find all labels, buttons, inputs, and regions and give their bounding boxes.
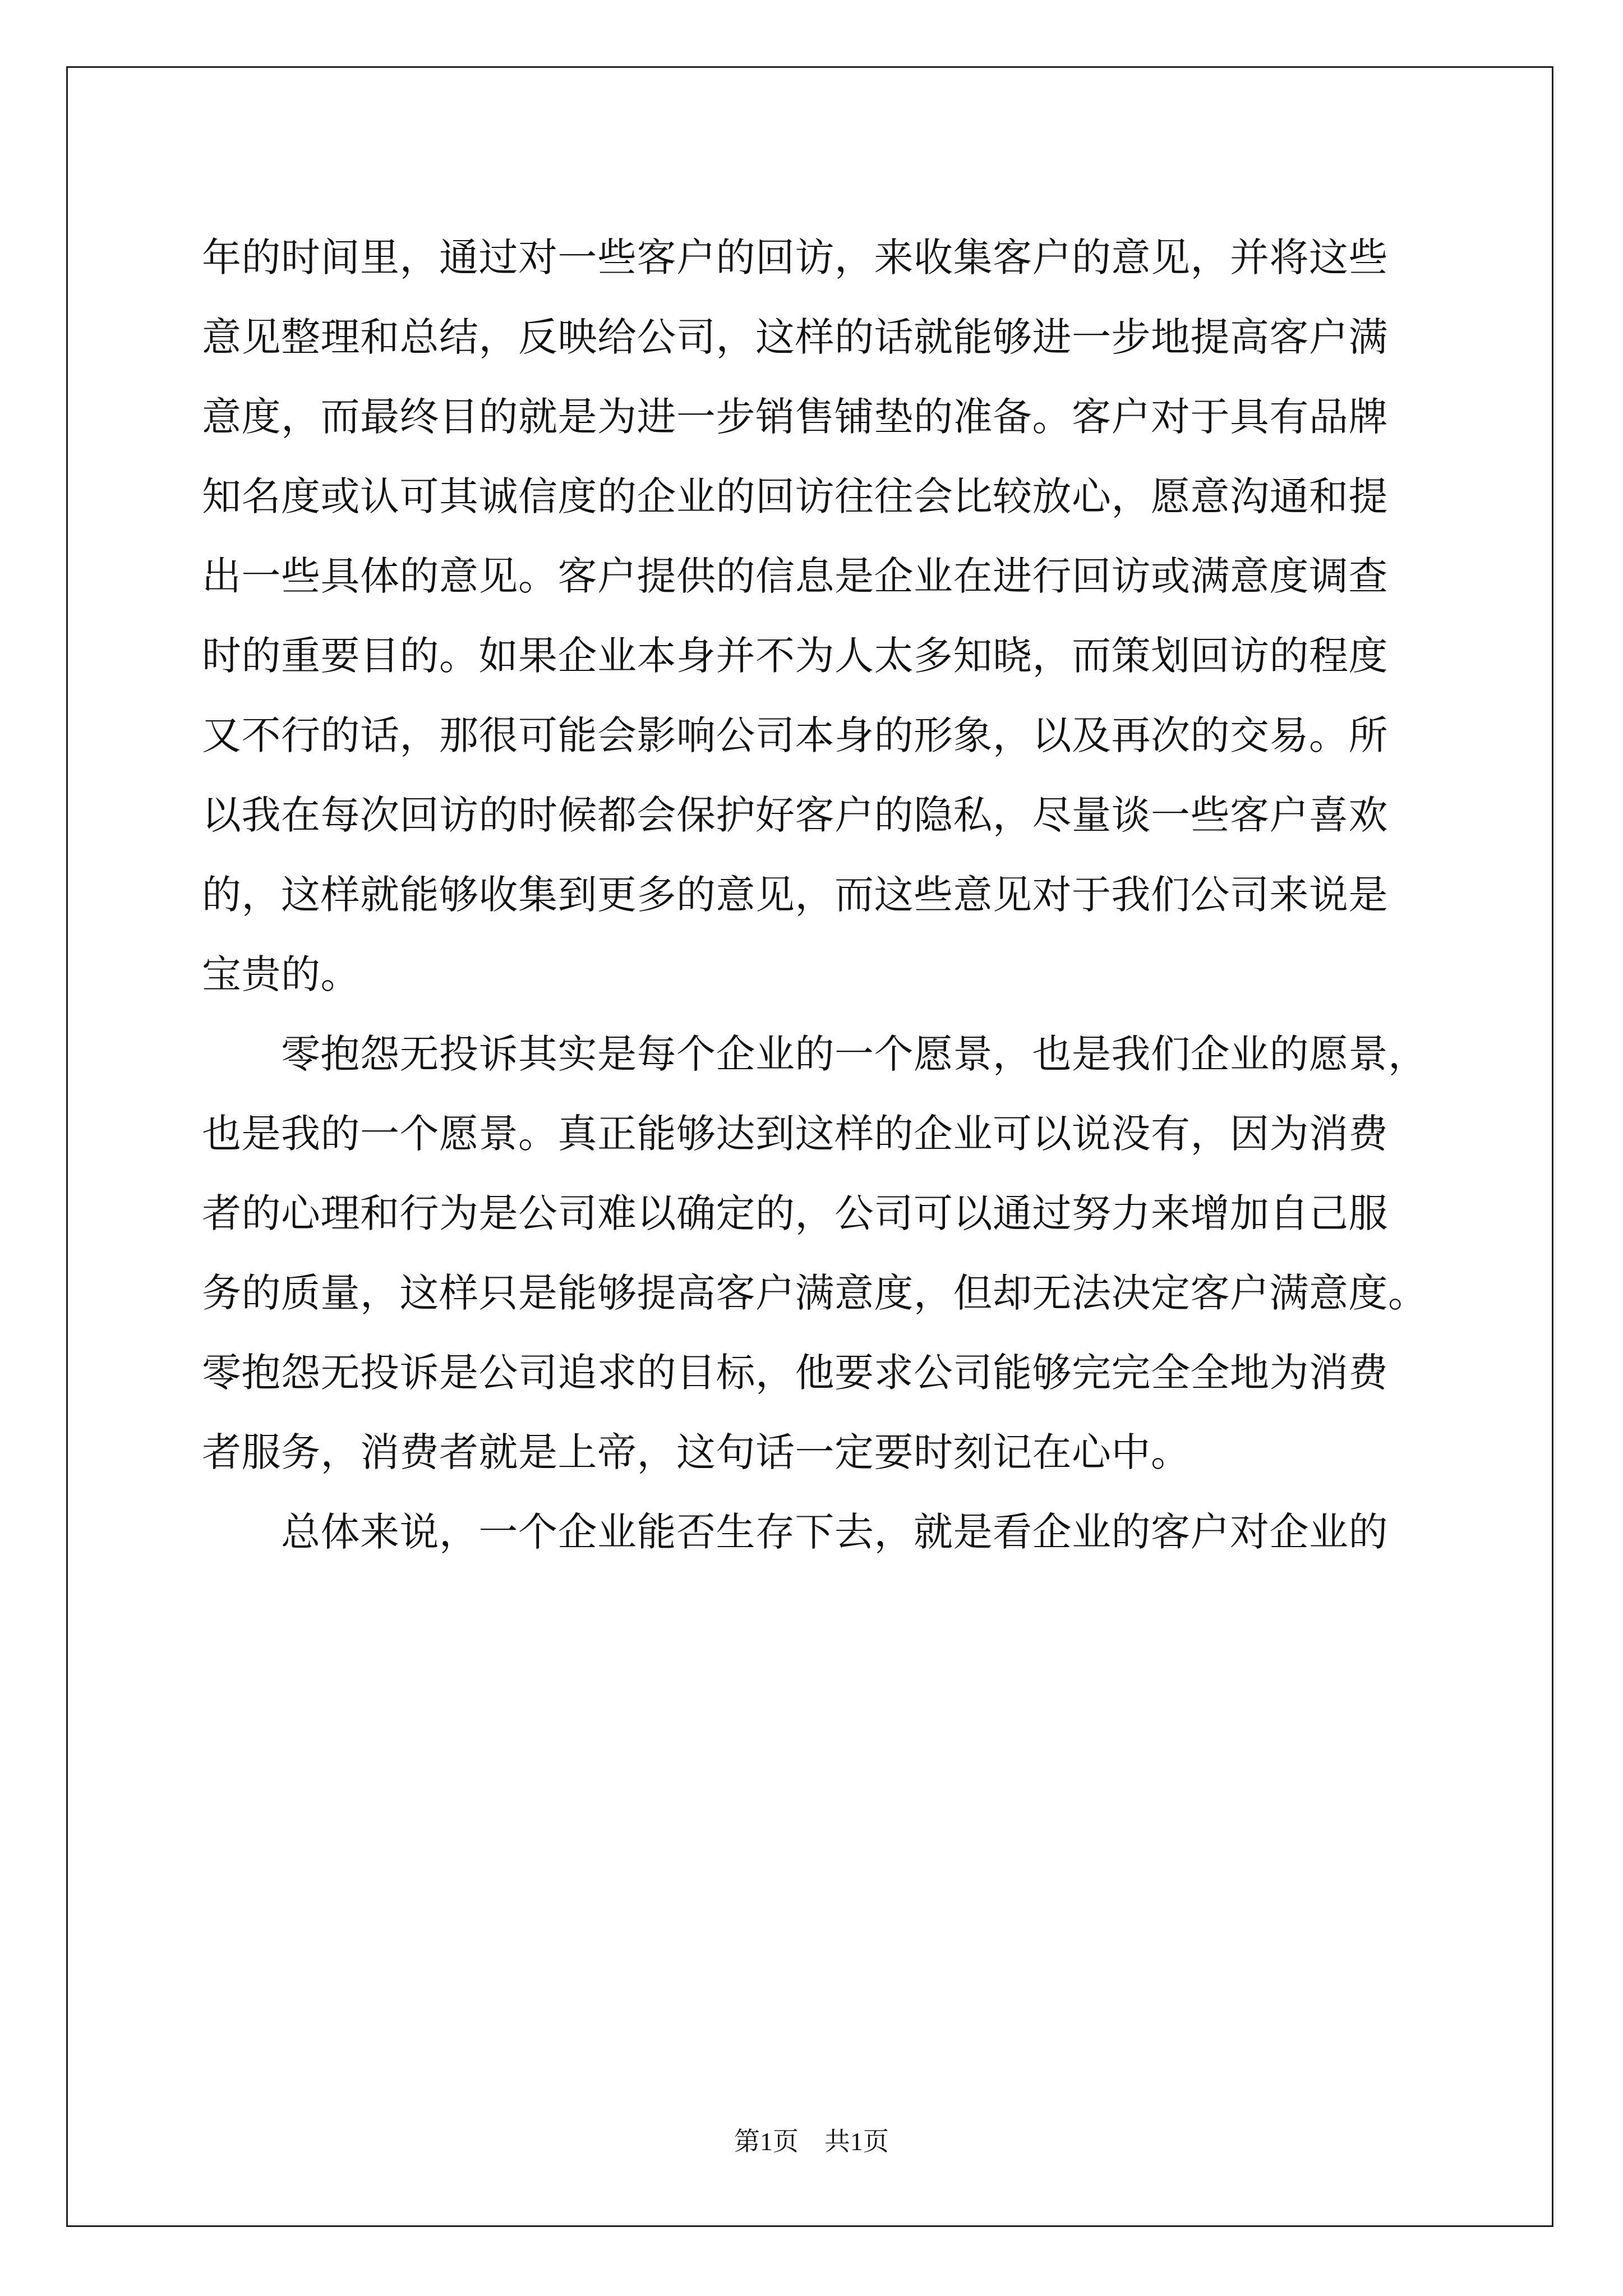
page-number-footer: 第1页 共1页: [734, 2127, 889, 2156]
text-line: 总体来说，一个企业能否生存下去，就是看企业的客户对企业的: [202, 1509, 1388, 1555]
text-line: 以我在每次回访的时候都会保护好客户的隐私，尽量谈一些客户喜欢: [202, 792, 1388, 838]
text-line: 知名度或认可其诚信度的企业的回访往往会比较放心，愿意沟通和提: [202, 473, 1388, 519]
text-line: 意度，而最终目的就是为进一步销售铺垫的准备。客户对于具有品牌: [202, 394, 1388, 440]
text-line: 出一些具体的意见。客户提供的信息是企业在进行回访或满意度调查: [202, 553, 1388, 599]
text-line: 时的重要目的。如果企业本身并不为人太多知晓，而策划回访的程度: [202, 633, 1388, 679]
text-line: 者服务，消费者就是上帝，这句话一定要时刻记在心中。: [202, 1429, 1191, 1475]
text-line: 零抱怨无投诉是公司追求的目标，他要求公司能够完完全全地为消费: [202, 1350, 1388, 1396]
text-line: 年的时间里，通过对一些客户的回访，来收集客户的意见，并将这些: [202, 234, 1388, 280]
text-line: 意见整理和总结，反映给公司，这样的话就能够进一步地提高客户满: [202, 314, 1388, 360]
document-body: [202, 218, 1428, 1572]
text-line: 务的质量，这样只是能够提高客户满意度，但却无法决定客户满意度。: [202, 1270, 1428, 1316]
text-line: 也是我的一个愿景。真正能够达到这样的企业可以说没有，因为消费: [202, 1111, 1388, 1157]
text-line: 宝贵的。: [202, 951, 360, 997]
text-line: 又不行的话，那很可能会影响公司本身的形象，以及再次的交易。所: [202, 712, 1388, 758]
text-line: 的，这样就能够收集到更多的意见，而这些意见对于我们公司来说是: [202, 872, 1388, 918]
text-line: 零抱怨无投诉其实是每个企业的一个愿景，也是我们企业的愿景，: [202, 1031, 1428, 1077]
text-line: 者的心理和行为是公司难以确定的，公司可以通过努力来增加自己服: [202, 1190, 1388, 1236]
